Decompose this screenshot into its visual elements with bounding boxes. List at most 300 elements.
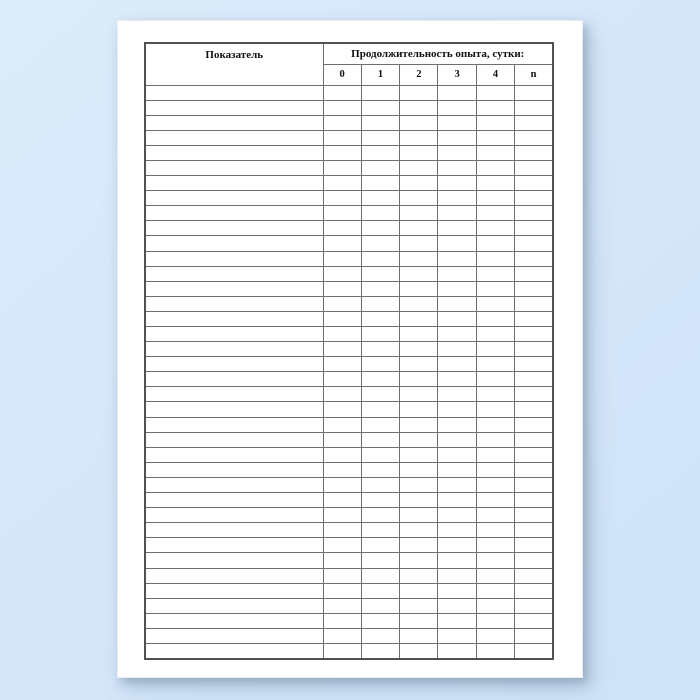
- value-cell: [438, 462, 476, 477]
- value-cell: [361, 100, 399, 115]
- table-row: [145, 100, 553, 115]
- value-cell: [323, 145, 361, 160]
- value-cell: [476, 462, 514, 477]
- value-cell: [361, 508, 399, 523]
- value-cell: [515, 417, 553, 432]
- value-cell: [438, 176, 476, 191]
- day-column-header-3: 3: [438, 64, 476, 85]
- value-cell: [515, 523, 553, 538]
- value-cell: [476, 176, 514, 191]
- value-cell: [400, 538, 438, 553]
- value-cell: [361, 296, 399, 311]
- value-cell: [476, 538, 514, 553]
- table-row: [145, 583, 553, 598]
- value-cell: [361, 130, 399, 145]
- value-cell: [438, 387, 476, 402]
- value-cell: [438, 266, 476, 281]
- table-row: [145, 372, 553, 387]
- value-cell: [476, 251, 514, 266]
- table-row: [145, 145, 553, 160]
- value-cell: [400, 206, 438, 221]
- value-cell: [361, 281, 399, 296]
- value-cell: [400, 281, 438, 296]
- table-row: [145, 221, 553, 236]
- value-cell: [438, 508, 476, 523]
- table-row: [145, 613, 553, 628]
- value-cell: [476, 266, 514, 281]
- indicator-cell: [145, 357, 323, 372]
- table-row: [145, 553, 553, 568]
- value-cell: [361, 432, 399, 447]
- value-cell: [361, 447, 399, 462]
- value-cell: [400, 357, 438, 372]
- value-cell: [323, 342, 361, 357]
- value-cell: [400, 523, 438, 538]
- value-cell: [361, 613, 399, 628]
- value-cell: [323, 402, 361, 417]
- value-cell: [515, 628, 553, 643]
- value-cell: [323, 311, 361, 326]
- value-cell: [323, 281, 361, 296]
- value-cell: [323, 160, 361, 175]
- value-cell: [438, 251, 476, 266]
- table-row: [145, 387, 553, 402]
- indicator-cell: [145, 100, 323, 115]
- value-cell: [323, 447, 361, 462]
- value-cell: [438, 160, 476, 175]
- indicator-cell: [145, 523, 323, 538]
- value-cell: [323, 357, 361, 372]
- value-cell: [438, 568, 476, 583]
- indicator-cell: [145, 643, 323, 658]
- value-cell: [400, 342, 438, 357]
- value-cell: [400, 493, 438, 508]
- indicator-cell: [145, 598, 323, 613]
- value-cell: [515, 296, 553, 311]
- value-cell: [323, 372, 361, 387]
- value-cell: [476, 508, 514, 523]
- value-cell: [361, 327, 399, 342]
- value-cell: [361, 176, 399, 191]
- value-cell: [438, 130, 476, 145]
- value-cell: [515, 266, 553, 281]
- value-cell: [438, 145, 476, 160]
- table-row: [145, 281, 553, 296]
- table-row: [145, 598, 553, 613]
- indicator-cell: [145, 462, 323, 477]
- value-cell: [515, 613, 553, 628]
- value-cell: [323, 553, 361, 568]
- value-cell: [476, 85, 514, 100]
- indicator-cell: [145, 236, 323, 251]
- value-cell: [323, 327, 361, 342]
- value-cell: [361, 85, 399, 100]
- indicator-cell: [145, 553, 323, 568]
- value-cell: [476, 236, 514, 251]
- value-cell: [400, 191, 438, 206]
- value-cell: [476, 221, 514, 236]
- day-column-header-1: 1: [361, 64, 399, 85]
- table-body: [145, 85, 553, 659]
- table-row: [145, 477, 553, 492]
- indicator-cell: [145, 85, 323, 100]
- value-cell: [438, 85, 476, 100]
- value-cell: [323, 251, 361, 266]
- value-cell: [438, 236, 476, 251]
- value-cell: [476, 387, 514, 402]
- indicator-cell: [145, 342, 323, 357]
- value-cell: [438, 191, 476, 206]
- indicator-header-cell: Показатель: [145, 43, 323, 85]
- value-cell: [515, 462, 553, 477]
- value-cell: [323, 236, 361, 251]
- duration-group-header-cell: Продолжительность опыта, сутки:: [323, 43, 553, 64]
- table-row: [145, 251, 553, 266]
- value-cell: [438, 221, 476, 236]
- table-row: [145, 115, 553, 130]
- value-cell: [515, 372, 553, 387]
- value-cell: [515, 432, 553, 447]
- value-cell: [476, 583, 514, 598]
- value-cell: [323, 477, 361, 492]
- indicator-cell: [145, 160, 323, 175]
- day-column-header-2: 2: [400, 64, 438, 85]
- value-cell: [323, 387, 361, 402]
- value-cell: [438, 311, 476, 326]
- table-row: [145, 417, 553, 432]
- value-cell: [323, 508, 361, 523]
- value-cell: [476, 357, 514, 372]
- value-cell: [400, 613, 438, 628]
- value-cell: [476, 206, 514, 221]
- table-row: [145, 130, 553, 145]
- value-cell: [438, 100, 476, 115]
- value-cell: [400, 583, 438, 598]
- table-row: [145, 643, 553, 658]
- value-cell: [515, 553, 553, 568]
- indicator-cell: [145, 583, 323, 598]
- value-cell: [476, 115, 514, 130]
- indicator-cell: [145, 508, 323, 523]
- value-cell: [323, 613, 361, 628]
- value-cell: [361, 357, 399, 372]
- value-cell: [438, 357, 476, 372]
- value-cell: [361, 598, 399, 613]
- indicator-cell: [145, 493, 323, 508]
- value-cell: [515, 387, 553, 402]
- value-cell: [400, 296, 438, 311]
- value-cell: [323, 206, 361, 221]
- table-row: [145, 191, 553, 206]
- indicator-cell: [145, 191, 323, 206]
- value-cell: [400, 251, 438, 266]
- table-row: [145, 508, 553, 523]
- data-table: [144, 42, 554, 660]
- indicator-cell: [145, 296, 323, 311]
- value-cell: [323, 115, 361, 130]
- value-cell: [400, 176, 438, 191]
- value-cell: [476, 191, 514, 206]
- value-cell: [400, 553, 438, 568]
- value-cell: [323, 583, 361, 598]
- value-cell: [400, 372, 438, 387]
- indicator-cell: [145, 628, 323, 643]
- value-cell: [515, 281, 553, 296]
- table-row: [145, 447, 553, 462]
- table-row: [145, 160, 553, 175]
- value-cell: [400, 115, 438, 130]
- value-cell: [400, 402, 438, 417]
- indicator-cell: [145, 402, 323, 417]
- indicator-cell: [145, 538, 323, 553]
- indicator-cell: [145, 266, 323, 281]
- value-cell: [400, 130, 438, 145]
- value-cell: [361, 553, 399, 568]
- value-cell: [400, 598, 438, 613]
- value-cell: [438, 206, 476, 221]
- indicator-cell: [145, 477, 323, 492]
- value-cell: [515, 538, 553, 553]
- value-cell: [400, 221, 438, 236]
- indicator-cell: [145, 176, 323, 191]
- table-row: [145, 493, 553, 508]
- value-cell: [515, 145, 553, 160]
- value-cell: [515, 508, 553, 523]
- value-cell: [323, 538, 361, 553]
- value-cell: [438, 447, 476, 462]
- value-cell: [515, 130, 553, 145]
- table-header: [145, 43, 553, 85]
- value-cell: [476, 417, 514, 432]
- value-cell: [361, 221, 399, 236]
- indicator-cell: [145, 417, 323, 432]
- value-cell: [515, 160, 553, 175]
- value-cell: [476, 327, 514, 342]
- day-column-header-4: 4: [476, 64, 514, 85]
- indicator-cell: [145, 206, 323, 221]
- value-cell: [323, 432, 361, 447]
- value-cell: [323, 523, 361, 538]
- value-cell: [476, 643, 514, 658]
- value-cell: [323, 628, 361, 643]
- value-cell: [515, 100, 553, 115]
- value-cell: [515, 342, 553, 357]
- indicator-cell: [145, 327, 323, 342]
- value-cell: [515, 311, 553, 326]
- table-row: [145, 538, 553, 553]
- value-cell: [361, 191, 399, 206]
- value-cell: [361, 342, 399, 357]
- table-row: [145, 342, 553, 357]
- value-cell: [361, 643, 399, 658]
- value-cell: [361, 402, 399, 417]
- value-cell: [515, 327, 553, 342]
- value-cell: [515, 447, 553, 462]
- value-cell: [476, 447, 514, 462]
- indicator-cell: [145, 372, 323, 387]
- value-cell: [400, 417, 438, 432]
- value-cell: [323, 191, 361, 206]
- value-cell: [515, 251, 553, 266]
- value-cell: [361, 583, 399, 598]
- value-cell: [361, 417, 399, 432]
- value-cell: [438, 281, 476, 296]
- value-cell: [361, 160, 399, 175]
- value-cell: [476, 130, 514, 145]
- value-cell: [476, 402, 514, 417]
- value-cell: [476, 100, 514, 115]
- value-cell: [361, 145, 399, 160]
- value-cell: [400, 327, 438, 342]
- value-cell: [438, 296, 476, 311]
- indicator-cell: [145, 145, 323, 160]
- table-row: [145, 432, 553, 447]
- value-cell: [438, 372, 476, 387]
- value-cell: [515, 357, 553, 372]
- value-cell: [361, 115, 399, 130]
- value-cell: [400, 432, 438, 447]
- value-cell: [515, 236, 553, 251]
- value-cell: [323, 221, 361, 236]
- value-cell: [361, 568, 399, 583]
- value-cell: [515, 206, 553, 221]
- value-cell: [400, 236, 438, 251]
- day-column-header-n: n: [515, 64, 553, 85]
- value-cell: [515, 568, 553, 583]
- value-cell: [476, 553, 514, 568]
- value-cell: [323, 417, 361, 432]
- value-cell: [476, 477, 514, 492]
- value-cell: [515, 477, 553, 492]
- value-cell: [438, 553, 476, 568]
- value-cell: [515, 583, 553, 598]
- value-cell: [323, 100, 361, 115]
- value-cell: [476, 493, 514, 508]
- value-cell: [400, 266, 438, 281]
- indicator-cell: [145, 447, 323, 462]
- value-cell: [361, 206, 399, 221]
- value-cell: [476, 372, 514, 387]
- value-cell: [361, 251, 399, 266]
- value-cell: [323, 85, 361, 100]
- value-cell: [400, 145, 438, 160]
- indicator-cell: [145, 387, 323, 402]
- value-cell: [438, 583, 476, 598]
- value-cell: [361, 236, 399, 251]
- value-cell: [515, 402, 553, 417]
- value-cell: [361, 372, 399, 387]
- value-cell: [476, 145, 514, 160]
- value-cell: [515, 191, 553, 206]
- indicator-cell: [145, 115, 323, 130]
- value-cell: [361, 311, 399, 326]
- value-cell: [323, 130, 361, 145]
- value-cell: [323, 598, 361, 613]
- indicator-cell: [145, 281, 323, 296]
- value-cell: [323, 176, 361, 191]
- value-cell: [323, 266, 361, 281]
- value-cell: [361, 628, 399, 643]
- value-cell: [438, 613, 476, 628]
- value-cell: [323, 493, 361, 508]
- value-cell: [476, 598, 514, 613]
- value-cell: [476, 342, 514, 357]
- indicator-cell: [145, 251, 323, 266]
- value-cell: [515, 115, 553, 130]
- value-cell: [438, 643, 476, 658]
- indicator-cell: [145, 568, 323, 583]
- indicator-cell: [145, 613, 323, 628]
- value-cell: [400, 477, 438, 492]
- value-cell: [515, 176, 553, 191]
- header-row-1: [145, 43, 553, 64]
- value-cell: [361, 387, 399, 402]
- value-cell: [400, 100, 438, 115]
- value-cell: [361, 266, 399, 281]
- table-row: [145, 523, 553, 538]
- value-cell: [323, 568, 361, 583]
- table-row: [145, 206, 553, 221]
- table-row: [145, 266, 553, 281]
- value-cell: [361, 538, 399, 553]
- value-cell: [476, 628, 514, 643]
- value-cell: [400, 447, 438, 462]
- value-cell: [515, 598, 553, 613]
- value-cell: [438, 402, 476, 417]
- indicator-cell: [145, 221, 323, 236]
- table-row: [145, 176, 553, 191]
- value-cell: [476, 296, 514, 311]
- value-cell: [515, 643, 553, 658]
- table-row: [145, 327, 553, 342]
- value-cell: [400, 462, 438, 477]
- value-cell: [438, 493, 476, 508]
- value-cell: [476, 613, 514, 628]
- value-cell: [400, 508, 438, 523]
- value-cell: [438, 432, 476, 447]
- value-cell: [476, 160, 514, 175]
- value-cell: [476, 432, 514, 447]
- value-cell: [438, 598, 476, 613]
- value-cell: [438, 628, 476, 643]
- table-row: [145, 311, 553, 326]
- value-cell: [361, 493, 399, 508]
- value-cell: [515, 493, 553, 508]
- value-cell: [438, 477, 476, 492]
- value-cell: [438, 342, 476, 357]
- value-cell: [438, 327, 476, 342]
- table-row: [145, 628, 553, 643]
- value-cell: [400, 160, 438, 175]
- table-row: [145, 357, 553, 372]
- value-cell: [361, 462, 399, 477]
- table-row: [145, 85, 553, 100]
- value-cell: [400, 628, 438, 643]
- indicator-cell: [145, 311, 323, 326]
- indicator-cell: [145, 432, 323, 447]
- day-column-header-0: 0: [323, 64, 361, 85]
- value-cell: [400, 568, 438, 583]
- value-cell: [515, 221, 553, 236]
- value-cell: [400, 311, 438, 326]
- value-cell: [323, 643, 361, 658]
- table-row: [145, 402, 553, 417]
- value-cell: [400, 85, 438, 100]
- table-row: [145, 236, 553, 251]
- table-row: [145, 568, 553, 583]
- value-cell: [361, 477, 399, 492]
- value-cell: [476, 281, 514, 296]
